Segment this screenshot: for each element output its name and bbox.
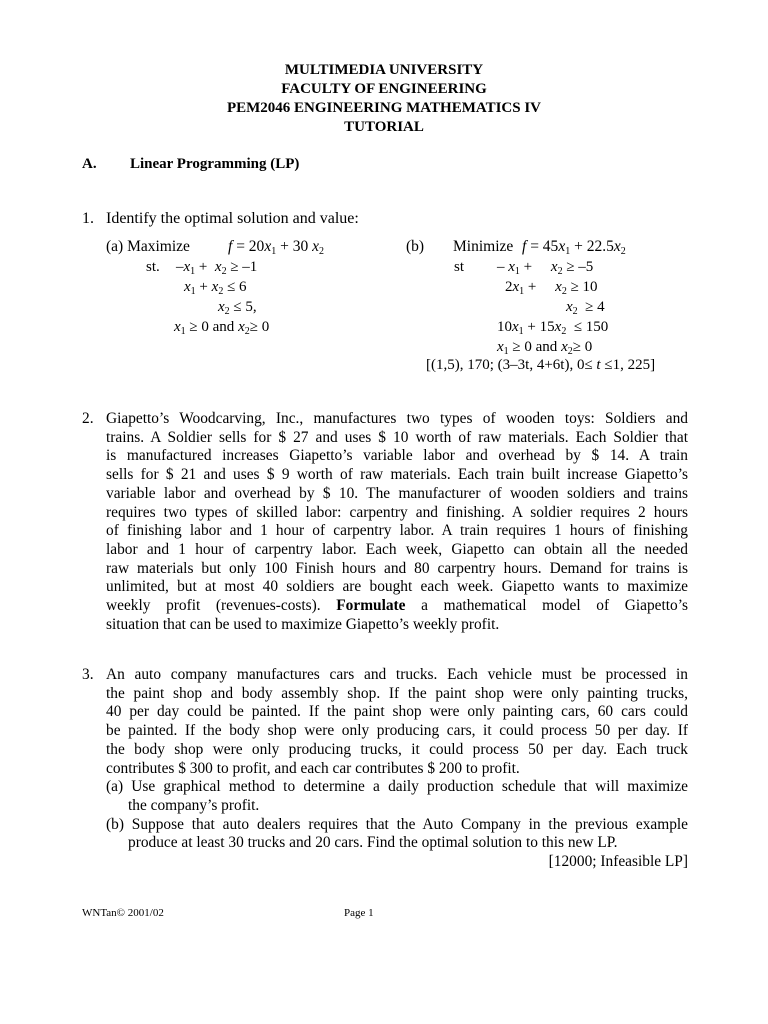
q3b-line: produce at least 30 trucks and 20 cars. Find the optimal solution to this new LP. bbox=[128, 834, 618, 852]
q2-line: trains. A Soldier sells for $ 27 and uses $ 10 worth of raw materials. Each Soldier that bbox=[106, 428, 688, 446]
faculty-name: FACULTY OF ENGINEERING bbox=[281, 81, 487, 97]
q1a-st: st. bbox=[146, 259, 160, 275]
q2-line: of finishing labor and 1 hour of carpentry labor. A train requires 1 hours of finishing bbox=[106, 522, 688, 540]
q1b-constraint-1: – $x_1$ + $x_2 \ge -5$ bbox=[497, 259, 594, 277]
q1a-label: (a) Maximize bbox=[106, 238, 190, 255]
q1b-minimize: Minimize bbox=[453, 238, 514, 255]
q2-line-formulate: weekly profit (revenues-costs). Formulate a mathematical model of Giapetto’s bbox=[106, 597, 688, 615]
section-letter: A. bbox=[82, 156, 97, 172]
q3a-line: the company’s profit. bbox=[128, 796, 260, 814]
q2-line: raw materials but only 100 Finish hours and 80 carpentry hours. Demand for trains is bbox=[106, 559, 688, 577]
q1b-nonneg: $x_1 \ge 0$ and $x_2\ge 0$ bbox=[497, 339, 593, 357]
q3a-line: (a) Use graphical method to determine a daily production schedule that will maximize bbox=[106, 778, 688, 796]
q1a-nonneg: $x_1 \ge 0$ and $x_2\ge 0$ bbox=[174, 319, 270, 337]
q1b-label: (b) bbox=[406, 238, 425, 255]
document-type: TUTORIAL bbox=[344, 119, 424, 135]
q1b-constraint-3: $x_2 \ge 4$ bbox=[566, 299, 605, 317]
q3-line: contributes $ 300 to profit, and each car contributes $ 200 to profit. bbox=[106, 759, 520, 777]
university-name: MULTIMEDIA UNIVERSITY bbox=[284, 62, 484, 78]
q2-line: requires two types of skilled labor: carpentry and finishing. A soldier requires 2 hours bbox=[106, 503, 688, 521]
q1b-objective: $f = 45x_1 + 22.5x_2$ bbox=[522, 238, 626, 257]
q3-line: 40 per day could be painted. If the paint shop were only painting cars, 60 cars could bbox=[106, 703, 688, 721]
q2-line: unlimited, but at most 40 soldiers are bought each week. Giapetto wants to maximize bbox=[106, 578, 688, 596]
q1-number: 1. bbox=[82, 210, 94, 227]
q2-line: Giapetto’s Woodcarving, Inc., manufactures two types of wooden toys: Soldiers and bbox=[106, 410, 688, 427]
q1-prompt: Identify the optimal solution and value: bbox=[106, 210, 359, 227]
q2-number: 2. bbox=[82, 410, 94, 427]
formulate-keyword: Formulate bbox=[336, 597, 406, 615]
q3-line: the paint shop and body assembly shop. If the paint shop were only painting trucks, bbox=[106, 684, 688, 702]
q3-line: be painted. If the body shop were only producing cars, it could process 50 per day. If bbox=[106, 722, 688, 740]
footer-copyright: WNTan© 2001/02 bbox=[82, 907, 164, 919]
q2-line: sells for $ 21 and uses $ 9 worth of raw materials. Each train built increase Giapetto’s bbox=[106, 466, 688, 484]
q3-text bbox=[106, 666, 688, 872]
q1a-constraint-1: $-x_1 + x_2 \ge -1$ bbox=[176, 259, 258, 277]
q3-answer: [12000; Infeasible LP] bbox=[548, 853, 688, 871]
q1b-constraint-4: $10x_1 + 15x_2 \le 150$ bbox=[497, 319, 609, 337]
q2-text bbox=[106, 410, 688, 634]
q1a-constraint-3: $x_2 \le 5$, bbox=[218, 299, 257, 317]
section-title: Linear Programming (LP) bbox=[130, 156, 300, 172]
footer-page-number: Page 1 bbox=[344, 907, 374, 919]
q3b-line: (b) Suppose that auto dealers requires that the Auto Company in the previous example bbox=[106, 815, 688, 833]
q2-line: variable labor and overhead by $ 10. The manufacturer of wooden soldiers and trains bbox=[106, 484, 688, 502]
q1b-constraint-2: $2x_1$ + $x_2 \ge 10$ bbox=[505, 279, 598, 297]
q2-line: situation that can be used to maximize Giapetto’s weekly profit. bbox=[106, 615, 500, 633]
q2-line: is manufactured increases Giapetto’s variable labor and overhead by $ 14. A train bbox=[106, 447, 688, 465]
q1b-st: st bbox=[454, 259, 465, 275]
q1-answer: [(1,5), 170; (3–3t, 4+6t), 0≤ t ≤1, 225] bbox=[426, 357, 656, 373]
course-title: PEM2046 ENGINEERING MATHEMATICS IV bbox=[226, 100, 542, 116]
q3-number: 3. bbox=[82, 666, 94, 683]
q3-line: An auto company manufactures cars and trucks. Each vehicle must be processed in bbox=[106, 666, 688, 683]
q1a-objective: $f = 20x_1 + 30$ $x_2$ bbox=[228, 238, 324, 257]
q1a-constraint-2: $x_1 + x_2 \le 6$ bbox=[184, 279, 247, 297]
q2-line: labor and 1 hour of carpentry labor. Each week, Giapetto can obtain all the needed bbox=[106, 540, 688, 558]
q3-line: the body shop were only producing trucks, it could process 50 per day. Each truck bbox=[106, 740, 688, 758]
